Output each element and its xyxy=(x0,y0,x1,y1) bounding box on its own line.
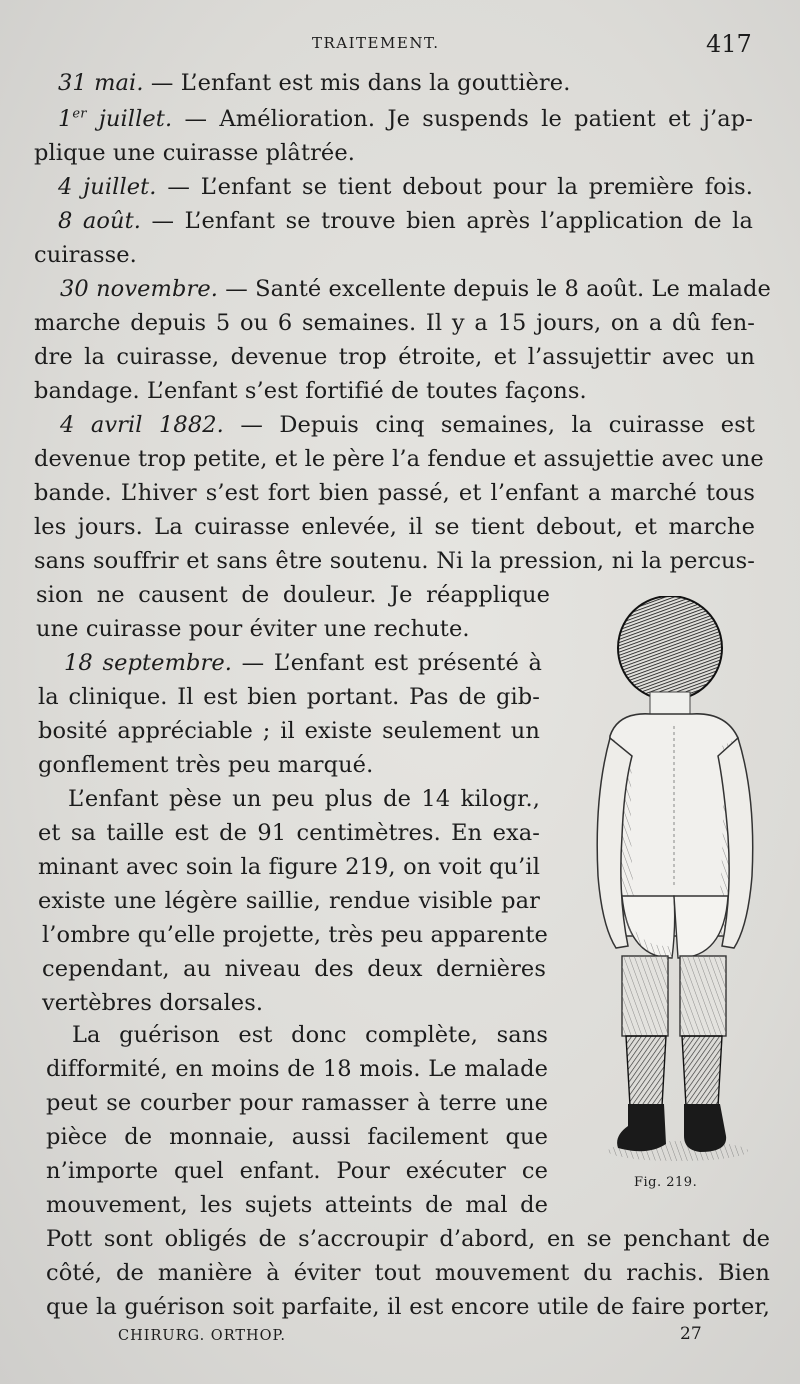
text-line xyxy=(58,106,753,132)
text-line xyxy=(64,650,542,676)
date-label: juillet. xyxy=(86,106,173,132)
text-segment: l’ombre qu’elle projette, très peu apparente xyxy=(42,922,548,948)
text-line xyxy=(34,480,755,506)
text-line xyxy=(42,990,272,1016)
text-line xyxy=(46,1260,770,1286)
text-segment: La guérison est donc complète, sans xyxy=(72,1022,548,1048)
date-label: 31 mai. xyxy=(58,70,144,96)
text-segment: n’importe quel enfant. Pour exécuter ce xyxy=(46,1158,548,1184)
date-label: 8 août. xyxy=(58,208,142,234)
text-segment: minant avec soin la figure 219, on voit qu’il xyxy=(38,854,540,880)
text-segment: sans souffrir et sans être soutenu. Ni la pression, ni la percus- xyxy=(34,548,755,574)
text-line xyxy=(46,1056,548,1082)
text-line xyxy=(46,1226,770,1252)
figure-caption: Fig. 219. xyxy=(634,1175,698,1190)
text-segment: que la guérison soit parfaite, il est encore utile de faire porter, xyxy=(46,1294,770,1320)
text-line xyxy=(34,140,394,166)
text-segment: — L’enfant est mis dans la gouttière. xyxy=(143,70,571,96)
text-segment: — L’enfant se tient debout pour la première fois. xyxy=(156,174,753,200)
text-segment: Pott sont obligés de s’accroupir d’abord, en se penchant de xyxy=(46,1226,770,1252)
text-line xyxy=(38,684,540,710)
text-segment: gonflement très peu marqué. xyxy=(38,752,374,778)
date-label: 4 avril 1882. xyxy=(60,412,224,438)
text-segment: une cuirasse pour éviter une rechute. xyxy=(36,616,470,642)
text-segment: cuirasse. xyxy=(34,242,137,268)
text-line xyxy=(46,1294,770,1320)
text-segment: existe une légère saillie, rendue visible par xyxy=(38,888,540,914)
text-segment: et sa taille est de 91 centimètres. En exa- xyxy=(38,820,540,846)
date-label: 18 septembre. xyxy=(64,650,233,676)
text-line xyxy=(34,446,764,472)
text-line xyxy=(34,514,755,540)
text-line xyxy=(38,820,540,846)
text-line xyxy=(36,616,496,642)
text-line xyxy=(60,412,755,438)
text-line xyxy=(46,1192,548,1218)
text-segment: — Depuis cinq semaines, la cuirasse est xyxy=(223,412,755,438)
text-line xyxy=(34,548,755,574)
text-line xyxy=(34,310,755,336)
text-line xyxy=(60,276,771,302)
signature-mark: CHIRURG. ORTHOP. xyxy=(118,1328,286,1344)
text-line xyxy=(58,208,753,234)
text-line xyxy=(42,956,546,982)
text-segment: difformité, en moins de 18 mois. Le malade xyxy=(46,1056,548,1082)
text-segment: cependant, au niveau des deux dernières xyxy=(42,956,546,982)
text-line xyxy=(38,718,540,744)
text-line xyxy=(58,174,753,200)
text-line xyxy=(38,854,540,880)
text-segment: côté, de manière à éviter tout mouvement du rachis. Bien xyxy=(46,1260,770,1286)
text-line xyxy=(46,1124,548,1150)
text-segment: mouvement, les sujets atteints de mal de xyxy=(46,1192,548,1218)
text-segment: marche depuis 5 ou 6 semaines. Il y a 15 jours, on a dû fen- xyxy=(34,310,755,336)
sheet-number: 27 xyxy=(680,1324,702,1344)
text-segment: — L’enfant se trouve bien après l’application de la xyxy=(141,208,753,234)
text-segment: sion ne causent de douleur. Je réapplique xyxy=(36,582,550,608)
text-segment: — L’enfant est présenté à xyxy=(232,650,542,676)
text-line xyxy=(34,378,594,404)
text-segment: devenue trop petite, et le père l’a fendue et assujettie avec une xyxy=(34,446,764,472)
running-title: TRAITEMENT. xyxy=(312,34,440,52)
text-segment: plique une cuirasse plâtrée. xyxy=(34,140,356,166)
text-line xyxy=(38,752,378,778)
text-segment: bosité appréciable ; il existe seulement un xyxy=(38,718,540,744)
text-segment: vertèbres dorsales. xyxy=(42,990,264,1016)
text-line xyxy=(68,786,540,812)
figure-219-illustration xyxy=(588,596,768,1166)
text-segment: — Santé excellente depuis le 8 août. Le malade xyxy=(218,276,771,302)
text-segment: peut se courber pour ramasser à terre une xyxy=(46,1090,548,1116)
text-line xyxy=(36,582,550,608)
text-segment: la clinique. Il est bien portant. Pas de gib- xyxy=(38,684,540,710)
text-line xyxy=(46,1158,548,1184)
date-label: 1 xyxy=(58,106,73,132)
text-line xyxy=(38,888,540,914)
text-line xyxy=(34,344,755,370)
child-back-view-engraving xyxy=(588,596,768,1166)
text-segment: les jours. La cuirasse enlevée, il se tient debout, et marche xyxy=(34,514,755,540)
text-segment: L’enfant pèse un peu plus de 14 kilogr., xyxy=(68,786,540,812)
text-line xyxy=(42,922,546,948)
text-segment: bandage. L’enfant s’est fortifié de toutes façons. xyxy=(34,378,587,404)
date-label: 30 novembre. xyxy=(60,276,219,302)
text-line xyxy=(46,1090,548,1116)
text-line xyxy=(58,70,598,96)
text-segment: bande. L’hiver s’est fort bien passé, et l’enfant a marché tous xyxy=(34,480,755,506)
text-segment: pièce de monnaie, aussi facilement que xyxy=(46,1124,548,1150)
text-line xyxy=(72,1022,548,1048)
text-segment: dre la cuirasse, devenue trop étroite, et l’assujettir avec un xyxy=(34,344,755,370)
date-label: 4 juillet. xyxy=(58,174,157,200)
page-number: 417 xyxy=(706,30,752,58)
text-line xyxy=(34,242,184,268)
date-label: er xyxy=(72,106,87,122)
text-segment: — Amélioration. Je suspends le patient et j’ap- xyxy=(172,106,753,132)
